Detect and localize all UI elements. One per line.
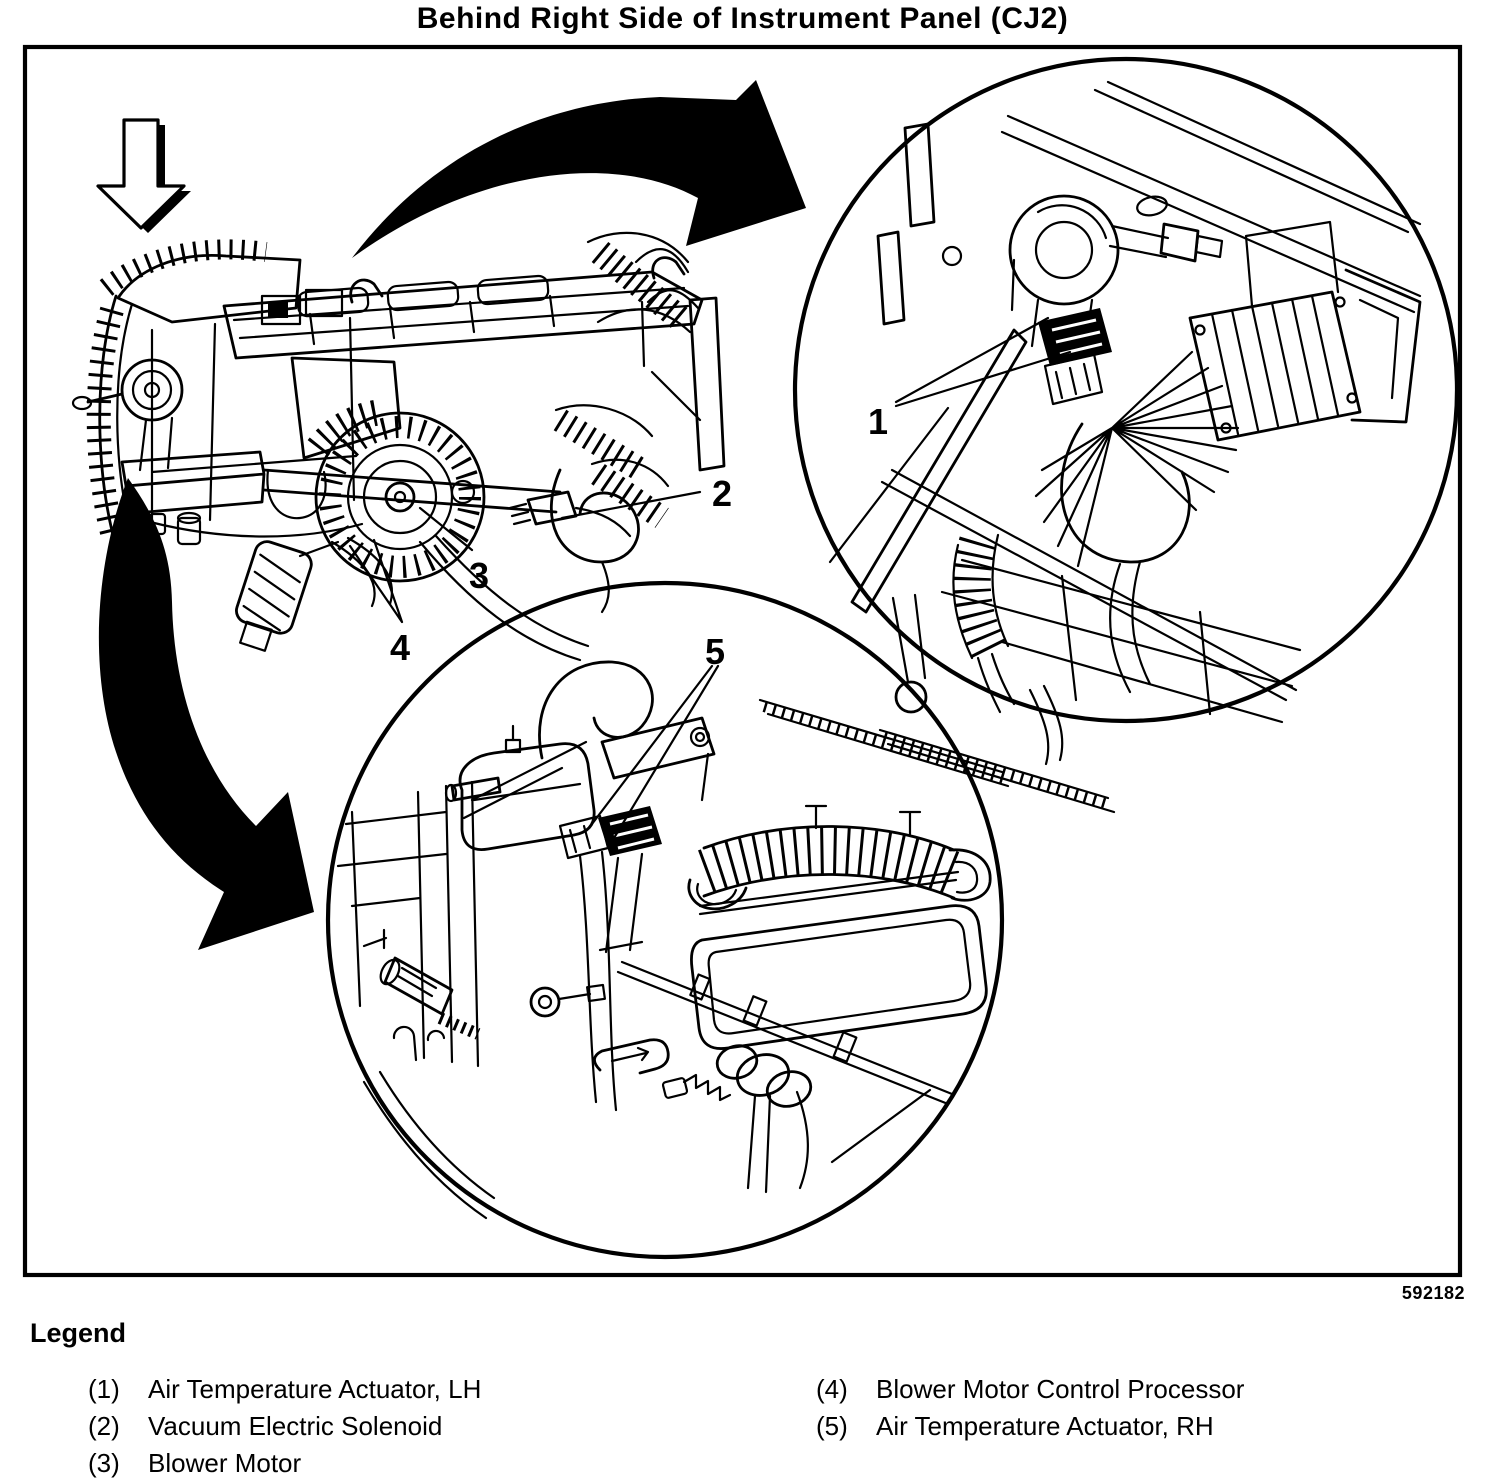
legend-item-label: Blower Motor [148,1448,302,1478]
legend-item-label: Vacuum Electric Solenoid [148,1411,443,1441]
callout-4: 4 [389,627,411,668]
legend-item-number: (3) [88,1448,120,1478]
legend-item [88,1411,442,1442]
legend-item-label: Air Temperature Actuator, LH [148,1374,482,1404]
legend-item-number: (4) [816,1374,848,1404]
curved-arrow-top-icon [352,80,806,258]
legend-item-number: (2) [88,1411,120,1441]
legend-item-number: (5) [816,1411,848,1441]
detail-circle-right [795,59,1457,764]
down-arrow-icon [98,120,191,233]
callout-5: 5 [704,631,726,672]
legend-item [88,1448,301,1479]
legend-item-label: Blower Motor Control Processor [876,1374,1245,1404]
figure-number: 592182 [1401,1283,1465,1303]
callout-2: 2 [711,473,733,514]
legend-item-number: (1) [88,1374,120,1404]
legend-heading: Legend [30,1318,127,1348]
detail-circle-bottom [328,583,1114,1257]
page-title: Behind Right Side of Instrument Panel (CJ2) [416,2,1069,35]
legend-item [88,1374,481,1405]
legend-item [816,1411,1214,1442]
callout-3: 3 [468,555,490,596]
legend-item [816,1374,1244,1405]
callout-1: 1 [867,401,889,442]
legend-item-label: Air Temperature Actuator, RH [876,1411,1214,1441]
curved-arrow-bottom-icon [99,478,314,950]
